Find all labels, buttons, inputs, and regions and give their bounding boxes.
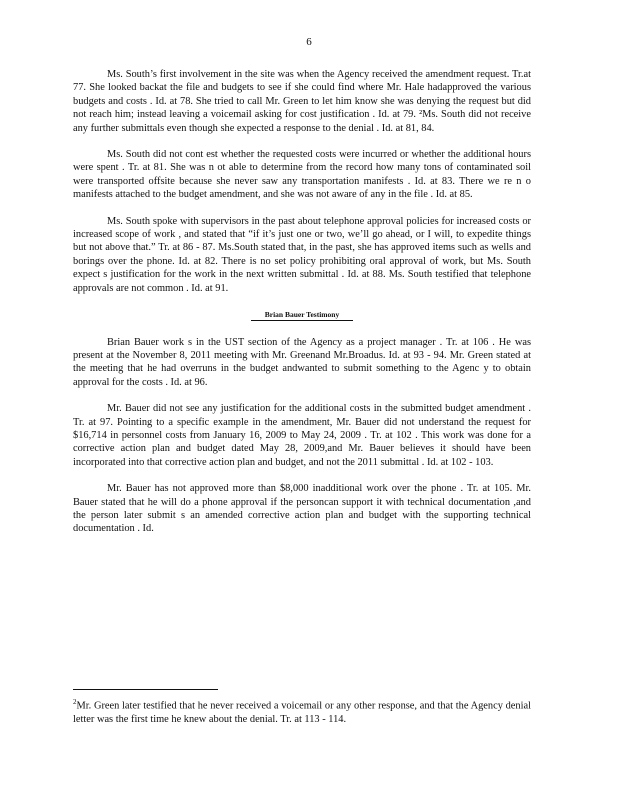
- paragraph-south-telephone-approvals: Ms. South spoke with supervisors in the past about telephone approval policies for increased costs or increased scope of work , and stated that “if it’s just one or two, we’ll go ahead, or I will, to expedite things but not above that.” Tr. at 86 - 87. Ms.South stated that, in the past, she has approved items such as wells and borings over the phone. Id. at 82. There is no set policy prohibiting oral approval of work, but Ms. South expect s justification for the work in the next written submittal . Id. at 88. Ms. South testified that telephone approvals are not common . Id. at 91.: [73, 215, 531, 294]
- paragraph-bauer-phone-approval: Mr. Bauer has not approved more than $8,000 inadditional work over the phone . Tr. at 105. Mr. Bauer stated that he will do a phone approval if the personcan support it with technical documentation ,and the person later submit s an amended corrective action plan and budget with the supporting technical documentation . Id.: [73, 483, 531, 535]
- section-heading: [73, 308, 531, 321]
- footnote-marker: 2: [73, 698, 77, 706]
- footnote: [73, 696, 531, 726]
- section-heading-text: Brian Bauer Testimony: [251, 310, 353, 321]
- paragraph-south-costs: Ms. South did not cont est whether the requested costs were incurred or whether the additional hours were spent . Tr. at 81. She was n ot able to determine from the record how many tons of contaminated soil were transported offsite because she never saw any transportation manifests . Id. at 83. There we re n o manifests attached to the budget amendment, and she was not aware of any in the file . Id. at 85.: [73, 149, 531, 201]
- footnote-divider: [73, 689, 218, 690]
- document-body: [73, 68, 531, 549]
- paragraph-south-involvement: Ms. South’s first involvement in the site was when the Agency received the amendment request. Tr.at 77. She looked backat the file and budgets to see if she could find where Mr. Hale hadapproved the various budgets and costs . Id. at 78. She tried to call Mr. Green to let him know she was denying the request but did not reach him; instead leaving a voicemail asking for cost justification . Id. at 79. ²Ms. South did not receive any further submittals even though she expected a response to the denial . Id. at 81, 84.: [73, 69, 531, 134]
- paragraph-bauer-meeting: Brian Bauer work s in the UST section of the Agency as a project manager . Tr. at 106 . He was present at the November 8, 2011 meeting with Mr. Greenand Mr.Broadus. Id. at 93 - 94. Mr. Green stated at the meeting that he had overruns in the budget andwanted to submit something to the Agenc y to obtain approval for the costs . Id. at 96.: [73, 336, 531, 388]
- paragraph-bauer-justification: Mr. Bauer did not see any justification for the additional costs in the submitted budget amendment . Tr. at 97. Pointing to a specific example in the amendment, Mr. Bauer did not understand the request for $16,714 in personnel costs from January 16, 2009 to May 24, 2009 . Tr. at 102 . This work was done for a corrective action plan and budget dated May 28, 2009,and Mr. Bauer believes it should have been incorporated into that corrective action plan and budget, and not the 2011 submittal . Id. at 102 - 103.: [73, 403, 531, 468]
- page-number: 6: [306, 36, 312, 48]
- footnote-text: Mr. Green later testified that he never received a voicemail or any other response, and that the Agency denial letter was the first time he knew about the denial. Tr. at 113 - 114.: [73, 700, 531, 725]
